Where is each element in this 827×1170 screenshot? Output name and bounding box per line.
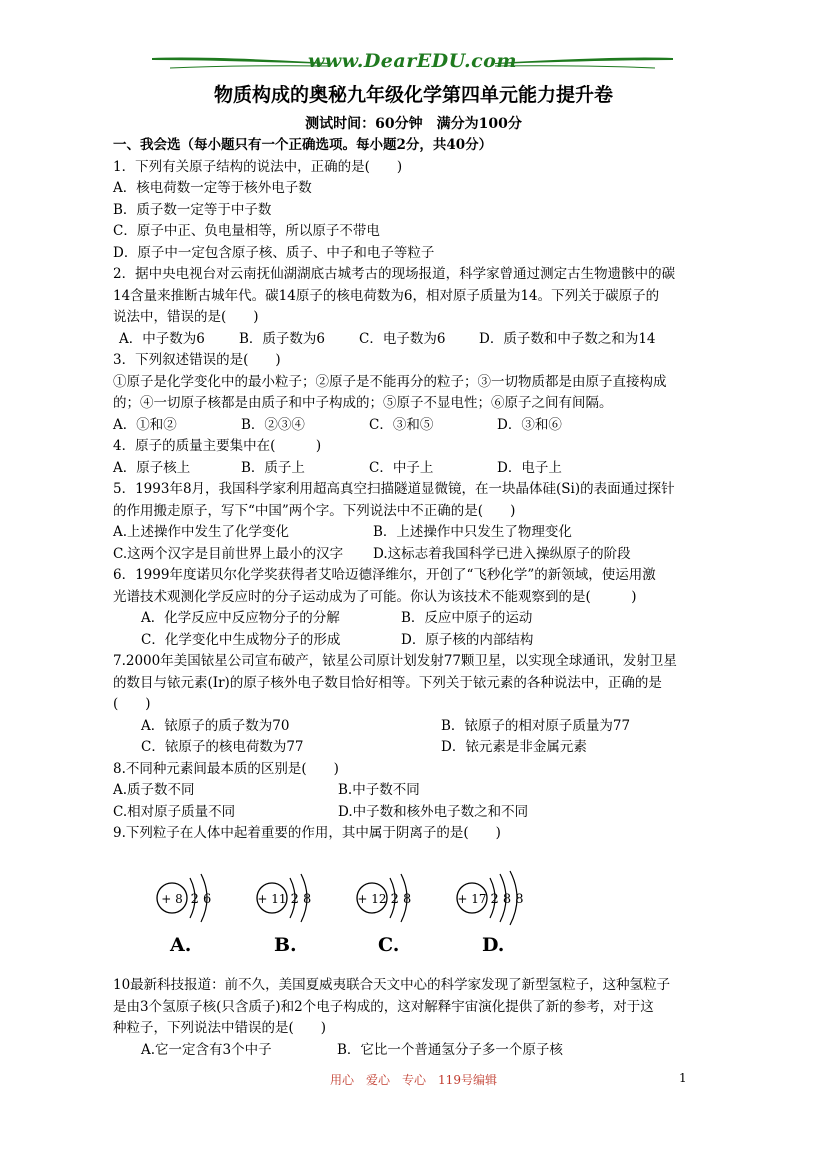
q1-option-d: D．原子中一定包含原子核、质子、中子和电子等粒子 bbox=[113, 244, 435, 261]
q4-option-b: B．质子上 bbox=[241, 459, 305, 476]
q4-options bbox=[113, 458, 713, 480]
question-list bbox=[113, 135, 713, 845]
atom-b-label: B. bbox=[274, 934, 297, 956]
q4-option-c: C．中子上 bbox=[369, 459, 434, 476]
q8-option-b: B.中子数不同 bbox=[338, 782, 420, 798]
q10-option-b: B．它比一个普通氢分子多一个原子核 bbox=[337, 1041, 563, 1058]
q1-option-b: B．质子数一定等于中子数 bbox=[113, 201, 272, 218]
q7-option-d: D．铱元素是非金属元素 bbox=[441, 739, 587, 755]
q6-line-2: 光谱技术观测化学反应时的分子运动成为了可能。你认为该技术不能观察到的是( ) bbox=[113, 588, 637, 605]
atom-c-shells: 2 8 bbox=[390, 892, 412, 907]
q3-line-2: 的；④一切原子核都是由质子和中子构成的；⑤原子不显电性；⑥原子之间有间隔。 bbox=[113, 395, 613, 411]
q2-line-2: 14含量来推断古城年代。碳14原子的核电荷数为6，相对原子质量为14。下列关于碳原子的 bbox=[113, 287, 660, 304]
q8-options-cd bbox=[113, 802, 713, 824]
atom-b-shells: 2 8 bbox=[290, 892, 312, 907]
q6-option-b: B．反应中原子的运动 bbox=[401, 610, 533, 626]
q1-option-a: A．核电荷数一定等于核外电子数 bbox=[113, 180, 312, 196]
q7-options-ab bbox=[113, 716, 713, 738]
q7-option-c: C．铱原子的核电荷数为77 bbox=[141, 739, 304, 755]
q7-options-cd bbox=[113, 737, 713, 759]
q5-option-d: D.这标志着我国科学已进入操纵原子的阶段 bbox=[373, 545, 631, 562]
atom-diagram-a bbox=[157, 874, 211, 922]
page-title: 物质构成的奥秘九年级化学第四单元能力提升卷 bbox=[213, 84, 613, 106]
atom-d-shells: 2 8 8 bbox=[490, 892, 524, 907]
q2-line-1: 2．据中央电视台对云南抚仙湖湖底古城考古的现场报道，科学家曾通过测定古生物遗骸中的碳 bbox=[113, 266, 676, 282]
q2-option-c: C．电子数为6 bbox=[359, 330, 446, 347]
atom-c-nucleus: + 12 bbox=[357, 892, 387, 906]
q3-option-d: D．③和⑥ bbox=[497, 416, 562, 433]
q3-option-a: A．①和② bbox=[113, 416, 177, 433]
q10-options-ab bbox=[113, 1040, 713, 1062]
page-number: 1 bbox=[679, 1071, 687, 1085]
q10-line-2: 是由3个氢原子核(只含质子)和2个电子构成的，这对解释宇宙演化提供了新的参考，对于这 bbox=[113, 998, 654, 1015]
q5-line-2: 的作用搬走原子，写下“中国”两个字。下列说法中不正确的是( ) bbox=[113, 502, 516, 519]
q6-options-ab bbox=[113, 608, 713, 630]
q5-options-ab bbox=[113, 522, 713, 544]
q5-line-1: 5．1993年8月，我国科学家利用超高真空扫描隧道显微镜，在一块晶体硅(Si)的表面通过探针 bbox=[113, 481, 675, 497]
q7-option-a: A．铱原子的质子数为70 bbox=[141, 717, 290, 734]
q8-stem: 8.不同种元素间最本质的区别是( ) bbox=[113, 760, 339, 777]
atom-b-nucleus: + 11 bbox=[257, 892, 287, 906]
q7-line-1: 7.2000年美国铱星公司宣布破产，铱星公司原计划发射77颗卫星，以实现全球通讯，发射卫星 bbox=[113, 653, 677, 669]
q8-option-c: C.相对原子质量不同 bbox=[113, 803, 236, 820]
q8-options-ab bbox=[113, 780, 713, 802]
q3-line-1: ①原子是化学变化中的最小粒子；②原子是不能再分的粒子；③一切物质都是由原子直接构成 bbox=[113, 373, 667, 390]
atom-c-label: C. bbox=[378, 934, 400, 956]
q2-line-3: 说法中，错误的是( ) bbox=[113, 309, 259, 325]
q5-option-b: B．上述操作中只发生了物理变化 bbox=[373, 524, 572, 540]
q3-option-b: B．②③④ bbox=[241, 416, 305, 433]
atom-diagram-c bbox=[357, 874, 411, 922]
q5-option-a: A.上述操作中发生了化学变化 bbox=[113, 524, 290, 540]
q5-options-cd bbox=[113, 544, 713, 566]
q6-option-a: A．化学反应中反应物分子的分解 bbox=[141, 610, 340, 626]
page-footer: 用心 爱心 专心 119号编辑 bbox=[330, 1073, 497, 1087]
atom-structure-figure bbox=[140, 868, 560, 963]
atom-d-nucleus: + 17 bbox=[457, 892, 487, 906]
q1-option-c: C．原子中正、负电量相等，所以原子不带电 bbox=[113, 223, 380, 239]
q10-line-1: 10最新科技报道：前不久，美国夏威夷联合天文中心的科学家发现了新型氢粒子，这种氢粒子 bbox=[113, 977, 671, 993]
atom-d-label: D. bbox=[482, 934, 505, 956]
q6-option-d: D．原子核的内部结构 bbox=[401, 631, 534, 648]
q3-options bbox=[113, 415, 713, 437]
question-list-continued bbox=[113, 975, 713, 1061]
atom-diagram-d bbox=[457, 871, 524, 925]
q1-stem: 1．下列有关原子结构的说法中，正确的是( ) bbox=[113, 158, 403, 175]
q3-stem: 3．下列叙述错误的是( ) bbox=[113, 352, 281, 368]
q3-option-c: C．③和⑤ bbox=[369, 416, 434, 433]
q5-option-c: C.这两个汉字是目前世界上最小的汉字 bbox=[113, 545, 344, 562]
q6-line-1: 6．1999年度诺贝尔化学奖获得者艾哈迈德泽维尔，开创了“飞秒化学”的新领域，使运用激 bbox=[113, 567, 656, 583]
atom-a-label: A. bbox=[170, 934, 192, 956]
q4-option-a: A．原子核上 bbox=[113, 459, 191, 476]
q8-option-d: D.中子数和核外电子数之和不同 bbox=[338, 803, 529, 820]
q6-option-c: C．化学变化中生成物分子的形成 bbox=[141, 631, 341, 648]
atom-a-nucleus: + 8 bbox=[161, 892, 183, 906]
q4-stem: 4．原子的质量主要集中在( ) bbox=[113, 438, 322, 454]
atom-a-shells: 2 6 bbox=[190, 892, 212, 907]
q6-options-cd bbox=[113, 630, 713, 652]
q4-option-d: D．电子上 bbox=[497, 459, 562, 476]
atom-diagram-b bbox=[257, 874, 311, 922]
site-banner bbox=[150, 48, 675, 78]
q8-option-a: A.质子数不同 bbox=[113, 782, 195, 798]
page-subtitle: 测试时间：60分钟 满分为100分 bbox=[305, 116, 522, 132]
q9-stem: 9.下列粒子在人体中起着重要的作用，其中属于阴离子的是( ) bbox=[113, 825, 501, 841]
site-name[interactable]: www.DearEDU.com bbox=[308, 50, 517, 72]
section-heading: 一、我会选（每小题只有一个正确选项。每小题2分，共40分） bbox=[113, 137, 493, 153]
q10-option-a: A.它一定含有3个中子 bbox=[141, 1041, 272, 1058]
q2-option-b: B．质子数为6 bbox=[239, 330, 326, 347]
q10-line-3: 种粒子，下列说法中错误的是( ) bbox=[113, 1020, 327, 1036]
q7-line-3: ( ) bbox=[113, 696, 151, 712]
q7-line-2: 的数目与铱元素(Ir)的原子核外电子数目恰好相等。下列关于铱元素的各种说法中，正确的是 bbox=[113, 674, 662, 691]
q2-option-a: A．中子数为6 bbox=[119, 330, 205, 347]
q2-options bbox=[113, 329, 713, 351]
q2-option-d: D．质子数和中子数之和为14 bbox=[479, 330, 656, 347]
q7-option-b: B．铱原子的相对原子质量为77 bbox=[441, 717, 631, 734]
